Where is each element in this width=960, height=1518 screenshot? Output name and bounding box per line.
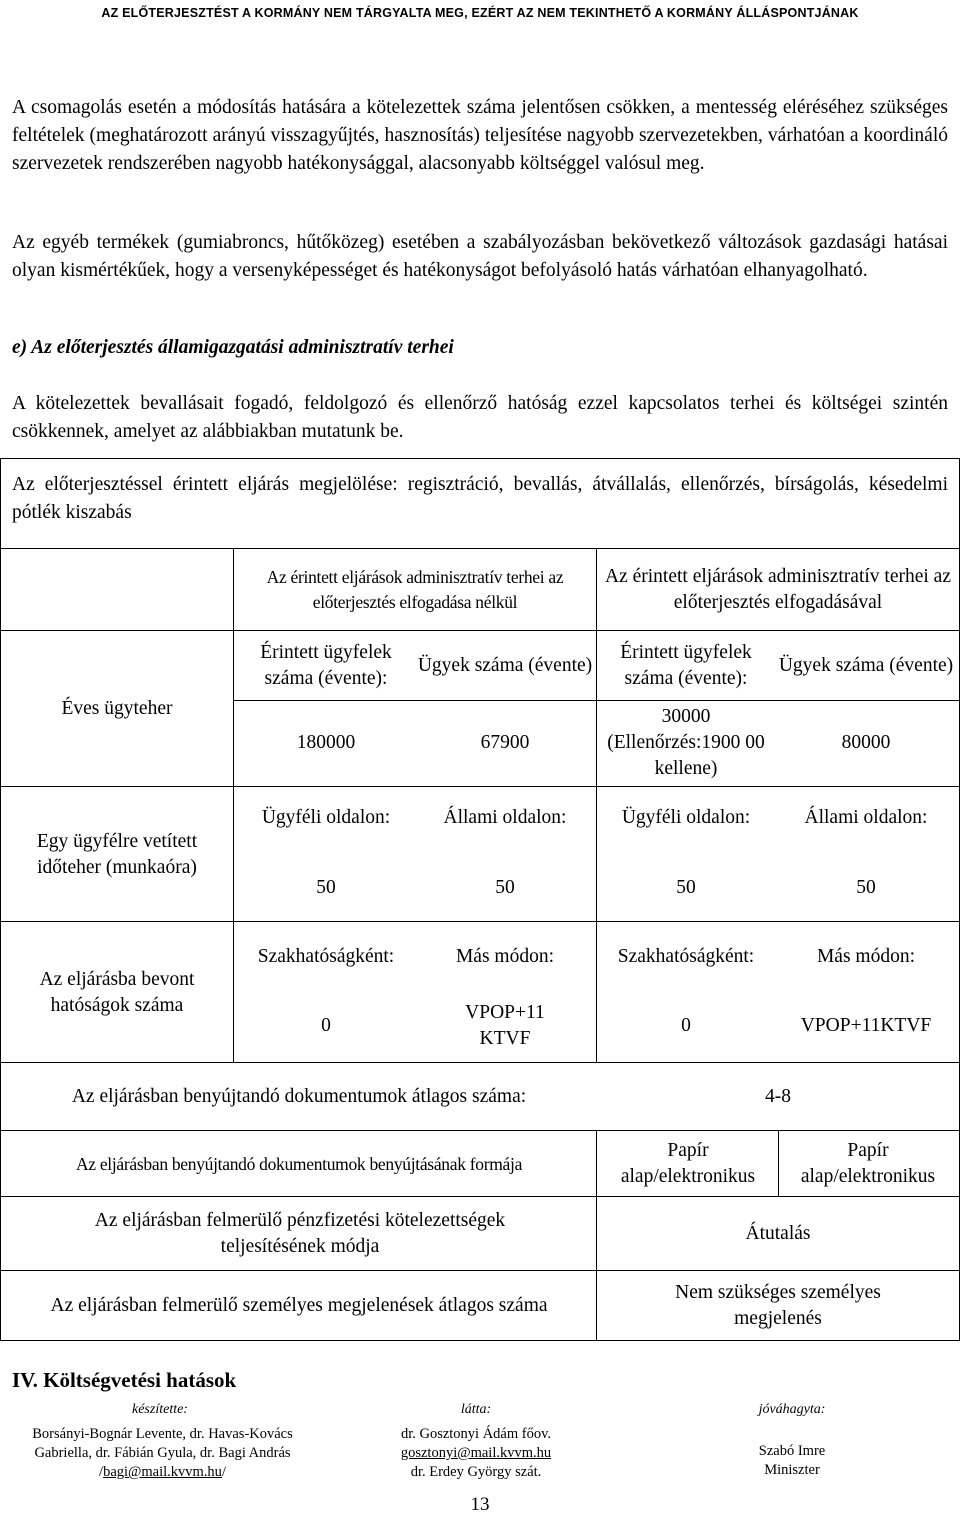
seen-name: dr. Gosztonyi Ádám főov.: [400, 1426, 552, 1442]
time-value: 50: [316, 877, 336, 898]
approved-name: Szabó Imre: [758, 1443, 826, 1459]
col-divider: [596, 548, 597, 1062]
approved-block: [692, 1442, 892, 1480]
clients-label-without: Érintett ügyfelek száma (évente):: [260, 642, 392, 689]
row-divider: [0, 786, 960, 787]
cases-label-without: Ügyek száma (évente): [417, 655, 593, 676]
seen-block: [356, 1425, 596, 1482]
section-title-budget: IV. Költségvetési hatások: [12, 1368, 237, 1392]
authority-value: VPOP+11KTVF: [800, 1015, 932, 1036]
row-divider: [0, 1196, 960, 1197]
row-label-annual: Éves ügyteher: [61, 698, 173, 719]
cases-value-with: 80000: [841, 732, 891, 753]
prepared-names: Borsányi-Bognár Levente, dr. Havas-Kovács Gabriella, dr. Fábián Gyula, dr. Bagi András /: [32, 1426, 293, 1480]
authority-value: VPOP+11 KTVF: [465, 1002, 545, 1049]
row-divider: [0, 630, 960, 631]
page-number: 13: [470, 1494, 490, 1515]
payment-value: Átutalás: [745, 1223, 811, 1244]
appearance-label: Az eljárásban felmerülő személyes megjelenések átlagos száma: [50, 1295, 548, 1316]
header-with-proposal: Az érintett eljárások adminisztratív terhei az előterjesztés elfogadásával: [605, 566, 951, 613]
other-way-label: Más módon:: [455, 946, 555, 967]
time-value: 50: [676, 877, 696, 898]
procedure-cell: Az előterjesztéssel érintett eljárás megjelölése: regisztráció, bevallás, átvállalás, ellenőrzés, bírságolás, késedelmi pótlék kiszabás: [12, 474, 948, 523]
time-value: 50: [856, 877, 876, 898]
authority-value: 0: [681, 1015, 691, 1036]
state-side-label: Állami oldalon:: [804, 807, 928, 828]
approved-title: Miniszter: [764, 1462, 820, 1478]
docs-form-label: Az eljárásban benyújtandó dokumentumok benyújtásának formája: [75, 1153, 523, 1174]
approved-label: jóváhagyta:: [758, 1402, 826, 1417]
as-authority-label: Szakhatóságként:: [257, 946, 395, 967]
cases-label-with: Ügyek száma (évente): [778, 655, 954, 676]
row-label-per-client: Egy ügyfélre vetített időteher (munkaóra): [36, 830, 198, 878]
seen-email-link[interactable]: gosztonyi@mail.kvvm.hu: [400, 1445, 552, 1461]
appearance-value: Nem szükséges személyes megjelenés: [675, 1282, 881, 1329]
clients-value-with: 30000 (Ellenőrzés:1900 00 kellene): [607, 706, 765, 779]
row-divider: [0, 921, 960, 922]
docs-form-value: Papír alap/elektronikus: [800, 1140, 936, 1187]
row-divider: [0, 1062, 960, 1063]
prepared-authors: [20, 1425, 305, 1482]
payment-label: Az eljárásban felmerülő pénzfizetési kötelezettségek teljesítésének módja: [94, 1210, 506, 1257]
row-divider: [0, 1130, 960, 1131]
authority-value: 0: [321, 1015, 331, 1036]
as-authority-label: Szakhatóságként:: [617, 946, 755, 967]
clients-label-with: Érintett ügyfelek száma (évente):: [620, 642, 752, 689]
prepared-email-link[interactable]: bagi@mail.kvvm.hu: [103, 1464, 222, 1480]
col-divider: [778, 1130, 779, 1196]
cases-value-without: 67900: [480, 732, 530, 753]
paragraph-authority: A kötelezettek bevallásait fogadó, feldolgozó és ellenőrző hatóság ezzel kapcsolatos terhei és költségei szintén csökkennek, amelyet az alábbiakban mutatunk be.: [12, 393, 948, 442]
confidentiality-header: AZ ELŐTERJESZTÉST A KORMÁNY NEM TÁRGYALTA MEG, EZÉRT AZ NEM TEKINTHETŐ A KORMÁNY ÁLLÁSPONTJÁNAK: [101, 6, 859, 20]
paragraph-other-products: Az egyéb termékek (gumiabroncs, hűtőközeg) esetében a szabályozásban bekövetkező változások gazdasági hatásai olyan kismértékűek, hogy a versenyképességet és hatékonyságot befolyásoló hatás várhatóan elhanyagolható.: [12, 232, 948, 281]
prepared-tail: /: [221, 1464, 226, 1480]
seen-name-2: dr. Erdey György szát.: [410, 1464, 542, 1480]
other-way-label: Más módon:: [816, 946, 916, 967]
state-side-label: Állami oldalon:: [443, 807, 567, 828]
row-label-authorities: Az eljárásba bevont hatóságok száma: [39, 968, 195, 1016]
col-divider: [596, 1130, 597, 1341]
paragraph-packaging: A csomagolás esetén a módosítás hatására a kötelezettek száma jelentősen csökken, a mentesség eléréséhez szükséges feltételek (meghatározott arányú visszagyűjtés, hasznosítás) teljesítése nagyobb szervezetekben, várhatóan a koordináló szervezetek rendszerében nagyobb hatékonysággal, alacsonyabb költséggel valósul meg.: [12, 97, 948, 174]
section-heading-e: e) Az előterjesztés államigazgatási adminisztratív terhei: [12, 337, 454, 358]
clients-value-without: 180000: [296, 732, 356, 753]
row-divider: [0, 1270, 960, 1271]
header-without-proposal: Az érintett eljárások adminisztratív terhei az előterjesztés elfogadása nélkül: [266, 567, 564, 612]
seen-label: látta:: [460, 1402, 492, 1417]
row-divider: [0, 548, 960, 549]
client-side-label: Ügyféli oldalon:: [261, 807, 391, 828]
prepared-label: készítette:: [132, 1402, 188, 1417]
docs-count-label: Az eljárásban benyújtandó dokumentumok átlagos száma:: [71, 1086, 527, 1107]
time-value: 50: [495, 877, 515, 898]
client-side-label: Ügyféli oldalon:: [621, 807, 751, 828]
docs-count-value: 4-8: [765, 1086, 791, 1107]
docs-form-value: Papír alap/elektronikus: [620, 1140, 756, 1187]
col-divider: [233, 548, 234, 1062]
